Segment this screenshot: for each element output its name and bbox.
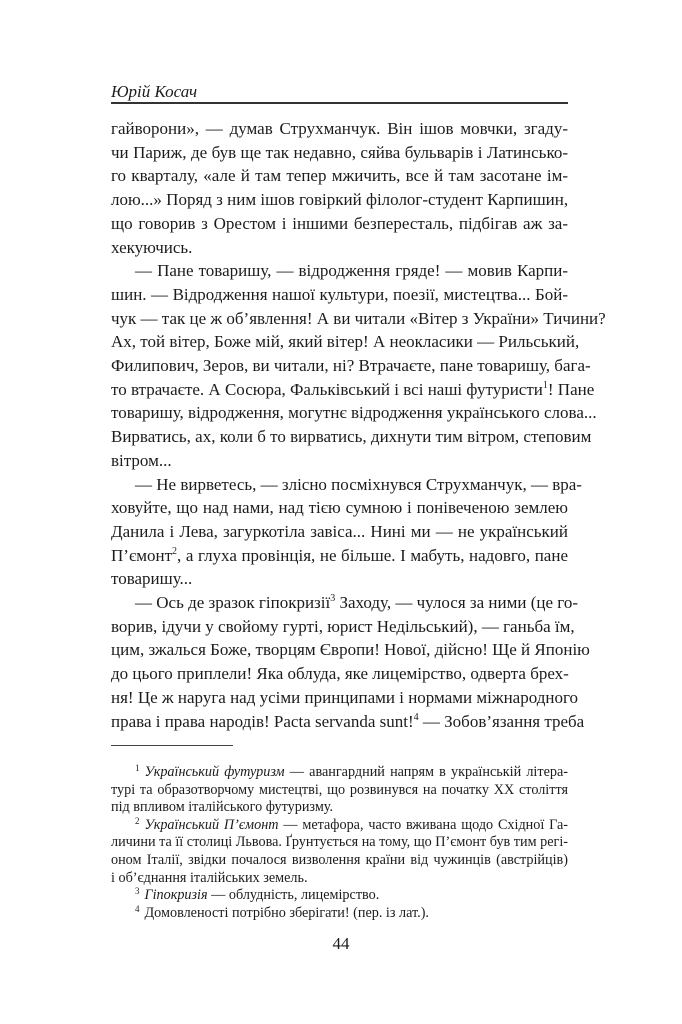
text-line	[111, 567, 568, 591]
text-segment: Вирватись, ах, коли б то вирватись, дихнути тим вітром, степовим	[111, 427, 592, 447]
running-header-author: Юрій Косач	[111, 82, 198, 101]
footnote-term: Гіпокризія	[144, 887, 208, 904]
text-segment: — Не вирветесь, — злісно посміхнувся Струхманчук, — вра-	[135, 474, 582, 494]
text-segment: го кварталу, «але й там тепер мжичить, все й там засотане ім-	[111, 166, 568, 186]
text-segment: що говорив з Орестом і іншими безпересталь, підбігав аж за-	[111, 213, 568, 233]
footnotes	[111, 764, 568, 922]
text-line	[111, 591, 578, 615]
text-line	[111, 662, 568, 686]
text-segment: права і права народів! Pacta servanda sunt!	[111, 711, 414, 731]
header-rule	[111, 102, 568, 104]
text-segment: до цього приплели! Яка облуда, яке лицемірство, одверта брех-	[111, 664, 569, 684]
paragraph	[111, 591, 590, 733]
text-line	[111, 236, 568, 260]
text-segment: ! Пане	[547, 379, 595, 399]
footnote-term: Український П’ємонт	[144, 816, 279, 833]
main-text	[111, 117, 606, 733]
footnote-marker: 1	[135, 763, 140, 773]
text-line	[111, 401, 597, 425]
text-segment: Данила і Лева, загуркотіла завіса... Нині ми — не український	[111, 521, 568, 541]
footnote-marker: 3	[135, 886, 140, 897]
text-segment: — облудність, лицемірство.	[207, 887, 380, 904]
text-line	[111, 870, 568, 888]
text-line	[111, 887, 568, 905]
text-segment: чук — так це ж об’явлення! А ви читали «Вітер з України» Тичини?	[111, 308, 606, 328]
text-line	[111, 520, 568, 544]
text-segment: під впливом італійського футуризму.	[111, 799, 334, 816]
paragraph	[111, 473, 582, 592]
text-line	[111, 141, 568, 165]
text-segment: — Зобов’язання треба	[418, 711, 585, 731]
text-segment: личини та її столиці Львова. Ґрунтується на тому, що П’ємонт був тим регі-	[111, 834, 568, 851]
text-segment: товаришу...	[111, 569, 193, 589]
text-segment: ня! Це ж наруга над усіми принципами і нормами міжнародного	[111, 687, 579, 707]
footnote	[111, 905, 568, 923]
text-line	[111, 638, 590, 662]
footnote-separator	[111, 745, 233, 746]
text-line	[111, 496, 568, 520]
footnote-marker: 2	[135, 815, 140, 826]
footnote-marker: 3	[330, 593, 336, 605]
text-segment: Домовленості потрібно зберігати! (пер. із лат.).	[144, 904, 429, 921]
text-segment: шин. — Відродження нашої культури, поезії, мистецтва... Бой-	[111, 284, 568, 304]
text-segment: оном Італії, звідки почалося визволення країни від чужинців (австрійців)	[111, 851, 568, 868]
footnote-marker: 2	[172, 545, 178, 557]
text-segment: цим, зжалься Боже, творцям Європи! Нової, дійсно! Ще й Японію	[111, 640, 590, 660]
text-segment: ворив, ідучи у свойому гурті, юрист Недільський), — ганьба їм,	[111, 616, 575, 636]
footnote-term: Український футуризм	[144, 764, 285, 780]
text-line	[111, 615, 575, 639]
footnote-marker: 4	[413, 711, 419, 723]
text-segment: лою...» Поряд з ним ішов говіркий філолог-студент Карпишин,	[111, 190, 569, 210]
text-segment: турі та образотворчому мистецтві, що розвинувся на початку XX століття	[111, 781, 568, 798]
text-segment: то втрачаєте. А Сосюра, Фальківський і всі наші футуристи	[111, 379, 543, 399]
text-line	[111, 764, 568, 782]
text-line	[111, 686, 579, 710]
footnote-marker: 1	[542, 379, 548, 391]
text-line	[111, 354, 591, 378]
footnote	[111, 887, 568, 905]
page-number: 44	[332, 934, 350, 953]
text-line	[111, 212, 568, 236]
text-line	[111, 283, 568, 307]
text-segment: — метафора, часто вживана щодо Східної Га-	[278, 816, 568, 833]
text-line	[111, 330, 580, 354]
text-segment: — Ось де зразок гіпокризії	[135, 593, 331, 613]
text-line	[111, 834, 568, 852]
text-segment: Филипович, Зеров, ви читали, ні? Втрачаєте, пане товаришу, бага-	[111, 356, 591, 376]
footnote	[111, 817, 568, 887]
text-line	[111, 799, 568, 817]
text-segment: вітром...	[111, 450, 172, 470]
text-line	[111, 378, 595, 402]
text-line	[111, 307, 606, 331]
footnote-marker: 4	[135, 903, 140, 914]
text-segment: і об’єднання італійських земель.	[111, 869, 308, 886]
text-segment: Ах, той вітер, Боже мій, який вітер! А неокласики — Рильський,	[111, 332, 580, 352]
text-segment: , а глуха провінція, не більше. І мабуть, надовго, пане	[177, 545, 568, 565]
text-segment: хекуючись.	[111, 237, 193, 257]
text-segment: — Пане товаришу, — відродження гряде! — мовив Карпи-	[135, 261, 568, 281]
text-segment: товаришу, відродження, могутнє відродження українського слова...	[111, 403, 597, 423]
text-segment: П’ємонт	[111, 545, 173, 565]
paragraph	[111, 117, 568, 259]
text-line	[111, 164, 568, 188]
text-line	[111, 710, 585, 734]
text-line	[111, 449, 568, 473]
paragraph	[111, 259, 606, 472]
text-line	[111, 425, 592, 449]
text-segment: чи Париж, де був ще так недавно, сяйва бульварів і Латинсько-	[111, 142, 568, 162]
text-segment: — авангардний напрям в українській літера-	[284, 764, 568, 780]
text-line	[111, 782, 568, 800]
text-line	[111, 544, 568, 568]
text-line	[111, 259, 568, 283]
text-line	[111, 905, 568, 923]
text-line	[111, 473, 582, 497]
text-line	[111, 117, 568, 141]
text-line	[111, 817, 568, 835]
text-line	[111, 188, 568, 212]
text-segment: Заходу, — чулося за ними (це го-	[335, 593, 578, 613]
text-line	[111, 852, 568, 870]
text-segment: гайворони», — думав Струхманчук. Він ішов мовчки, згаду-	[111, 119, 568, 138]
text-segment: ховуйте, що над нами, над тією сумною і понівеченою землею	[111, 498, 568, 518]
footnote	[111, 764, 568, 817]
